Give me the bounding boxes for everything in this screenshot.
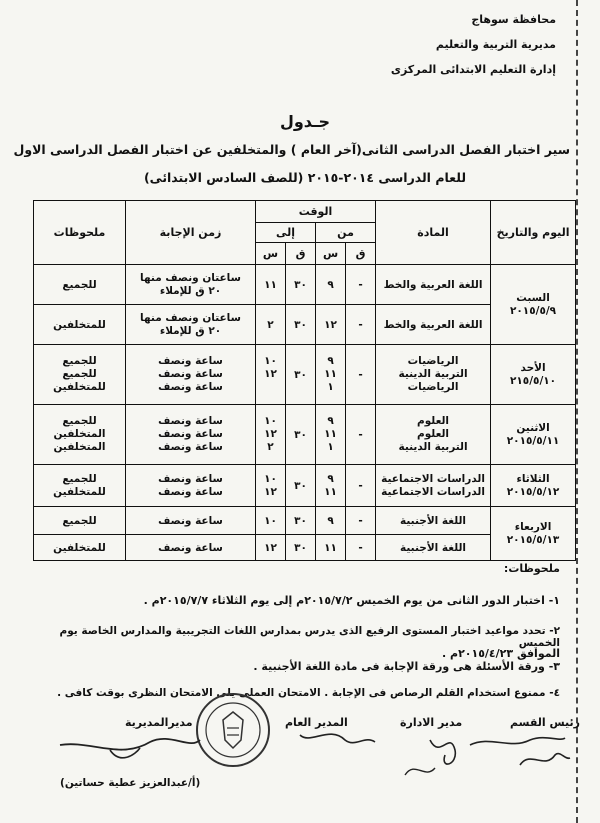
day-cell: الاثنين ٢٠١٥/٥/١١ — [491, 405, 576, 465]
signature-head-of-section: رئيس القسم — [510, 716, 580, 729]
to-s-cell: ١٠ ١٢ — [256, 465, 286, 507]
from-q-cell: - — [346, 465, 376, 507]
note-item-4: ٤- ممنوع استخدام القلم الرصاص فى الإجابة . الامتحان العملى يلى الامتحان النظرى بوقت كافى . — [57, 687, 560, 699]
to-s-cell: ١٢ — [256, 535, 286, 561]
subject-cell: العلوم العلوم التربية الدينية — [376, 405, 491, 465]
note-cell: للجميع للمتخلفين — [34, 465, 126, 507]
signature-admin-director: مدير الادارة — [400, 716, 463, 729]
from-q-cell: - — [346, 265, 376, 305]
header-notes: ملحوظات — [34, 201, 126, 265]
header-governorate: محافظة سوهاج — [471, 13, 556, 26]
header-duration: زمن الإجابة — [126, 201, 256, 265]
to-q-cell: ٣٠ — [286, 345, 316, 405]
table-row — [34, 465, 576, 507]
note-cell: للجميع — [34, 265, 126, 305]
to-s-cell: ١٠ ١٢ — [256, 345, 286, 405]
to-q-cell: ٣٠ — [286, 535, 316, 561]
signature-directorate-director: مديرالمديرية — [125, 716, 193, 729]
from-s-cell: ٩ — [316, 507, 346, 535]
subject-cell: الدراسات الاجتماعية الدراسات الاجتماعية — [376, 465, 491, 507]
to-q-cell: ٣٠ — [286, 265, 316, 305]
from-q-cell: - — [346, 507, 376, 535]
to-q-cell: ٣٠ — [286, 405, 316, 465]
header-subject: المادة — [376, 201, 491, 265]
subject-cell: اللغة الأجنبية — [376, 535, 491, 561]
to-s-cell: ٢ — [256, 305, 286, 345]
note-item-1: ١- اختبار الدور الثانى من يوم الخميس ٢٠١٥/٧/٢م إلى يوم الثلاثاء ٢٠١٥/٧/٧م . — [143, 594, 560, 607]
doc-title-line2: للعام الدراسى ٢٠١٤-٢٠١٥ (للصف السادس الابتدائى) — [143, 170, 467, 185]
header-day-date: اليوم والتاريخ — [491, 201, 576, 265]
table-row — [34, 345, 576, 405]
table-row — [34, 405, 576, 465]
to-s-cell: ١٠ — [256, 507, 286, 535]
doc-heading: جـدول — [279, 112, 331, 131]
duration-cell: ساعة ونصف ساعة ونصف ساعة ونصف — [126, 405, 256, 465]
note-item-3: ٣- ورقة الأسئلة هى ورقة الإجابة فى مادة اللغة الأجنبية . — [253, 660, 560, 673]
note-cell: للمتخلفين — [34, 535, 126, 561]
note-cell: للجميع للجميع للمتخلفين — [34, 345, 126, 405]
day-cell: السبت ٢٠١٥/٥/٩ — [491, 265, 576, 345]
day-cell: الثلاثاء ٢٠١٥/٥/١٢ — [491, 465, 576, 507]
subject-cell: اللغة الأجنبية — [376, 507, 491, 535]
duration-cell: ساعتان ونصف منها ٢٠ ق للإملاء — [126, 265, 256, 305]
duration-cell: ساعة ونصف ساعة ونصف ساعة ونصف — [126, 345, 256, 405]
from-q-cell: - — [346, 305, 376, 345]
duration-cell: ساعة ونصف ساعة ونصف — [126, 465, 256, 507]
from-s-cell: ٩ ١١ ١ — [316, 345, 346, 405]
doc-title-line1: سير اختبار الفصل الدراسى الثانى(آخر العام ) والمتخلفين عن اختبار الفصل الدراسى الاول — [13, 142, 570, 157]
notes-heading: ملحوظات: — [503, 562, 560, 575]
signature-general-director: المدير العام — [285, 716, 348, 729]
from-q-cell: - — [346, 345, 376, 405]
header-to: إلى — [256, 223, 316, 243]
note-cell: للمتخلفين — [34, 305, 126, 345]
from-s-cell: ١١ — [316, 535, 346, 561]
exam-schedule-table — [33, 200, 576, 561]
note-cell: للجميع — [34, 507, 126, 535]
from-s-cell: ١٢ — [316, 305, 346, 345]
duration-cell: ساعتان ونصف منها ٢٠ ق للإملاء — [126, 305, 256, 345]
header-to-q: ق — [286, 243, 316, 265]
from-q-cell: - — [346, 535, 376, 561]
header-time: الوقت — [256, 201, 376, 223]
note-item-2: ٢- تحدد مواعيد اختبار المستوى الرفيع الذى يدرس بمدارس اللغات التجريبية والمدارس الخاصة يوم الخميس — [59, 625, 560, 649]
to-s-cell: ١١ — [256, 265, 286, 305]
header-from-s: س — [316, 243, 346, 265]
duration-cell: ساعة ونصف — [126, 507, 256, 535]
table-row — [34, 265, 576, 305]
from-s-cell: ٩ — [316, 265, 346, 305]
note-item-2-cont: الموافق ٢٠١٥/٤/٢٣م . — [441, 647, 560, 660]
header-administration: إدارة التعليم الابتدائى المركزى — [390, 63, 556, 76]
header-to-s: س — [256, 243, 286, 265]
header-directorate: مديرية التربية والتعليم — [435, 38, 556, 51]
subject-cell: اللغة العربية والخط — [376, 305, 491, 345]
from-q-cell: - — [346, 405, 376, 465]
day-cell: الأحد ٢١٥/٥/١٠ — [491, 345, 576, 405]
from-s-cell: ٩ ١١ — [316, 465, 346, 507]
header-from: من — [316, 223, 376, 243]
subject-cell: الرياضيات التربية الدينية الرياضيات — [376, 345, 491, 405]
day-cell: الاربعاء ٢٠١٥/٥/١٣ — [491, 507, 576, 561]
to-q-cell: ٣٠ — [286, 305, 316, 345]
note-cell: للجميع المتخلفين المتخلفين — [34, 405, 126, 465]
to-q-cell: ٣٠ — [286, 465, 316, 507]
table-row — [34, 507, 576, 535]
handwritten-signature-icon — [0, 720, 600, 820]
to-q-cell: ٣٠ — [286, 507, 316, 535]
from-s-cell: ٩ ١١ ١ — [316, 405, 346, 465]
subject-cell: اللغة العربية والخط — [376, 265, 491, 305]
duration-cell: ساعة ونصف — [126, 535, 256, 561]
signature-name: (أ/عبدالعزيز عطية حساتين) — [60, 777, 201, 789]
to-s-cell: ١٠ ١٢ ٢ — [256, 405, 286, 465]
margin-fold-line — [576, 0, 578, 823]
header-from-q: ق — [346, 243, 376, 265]
